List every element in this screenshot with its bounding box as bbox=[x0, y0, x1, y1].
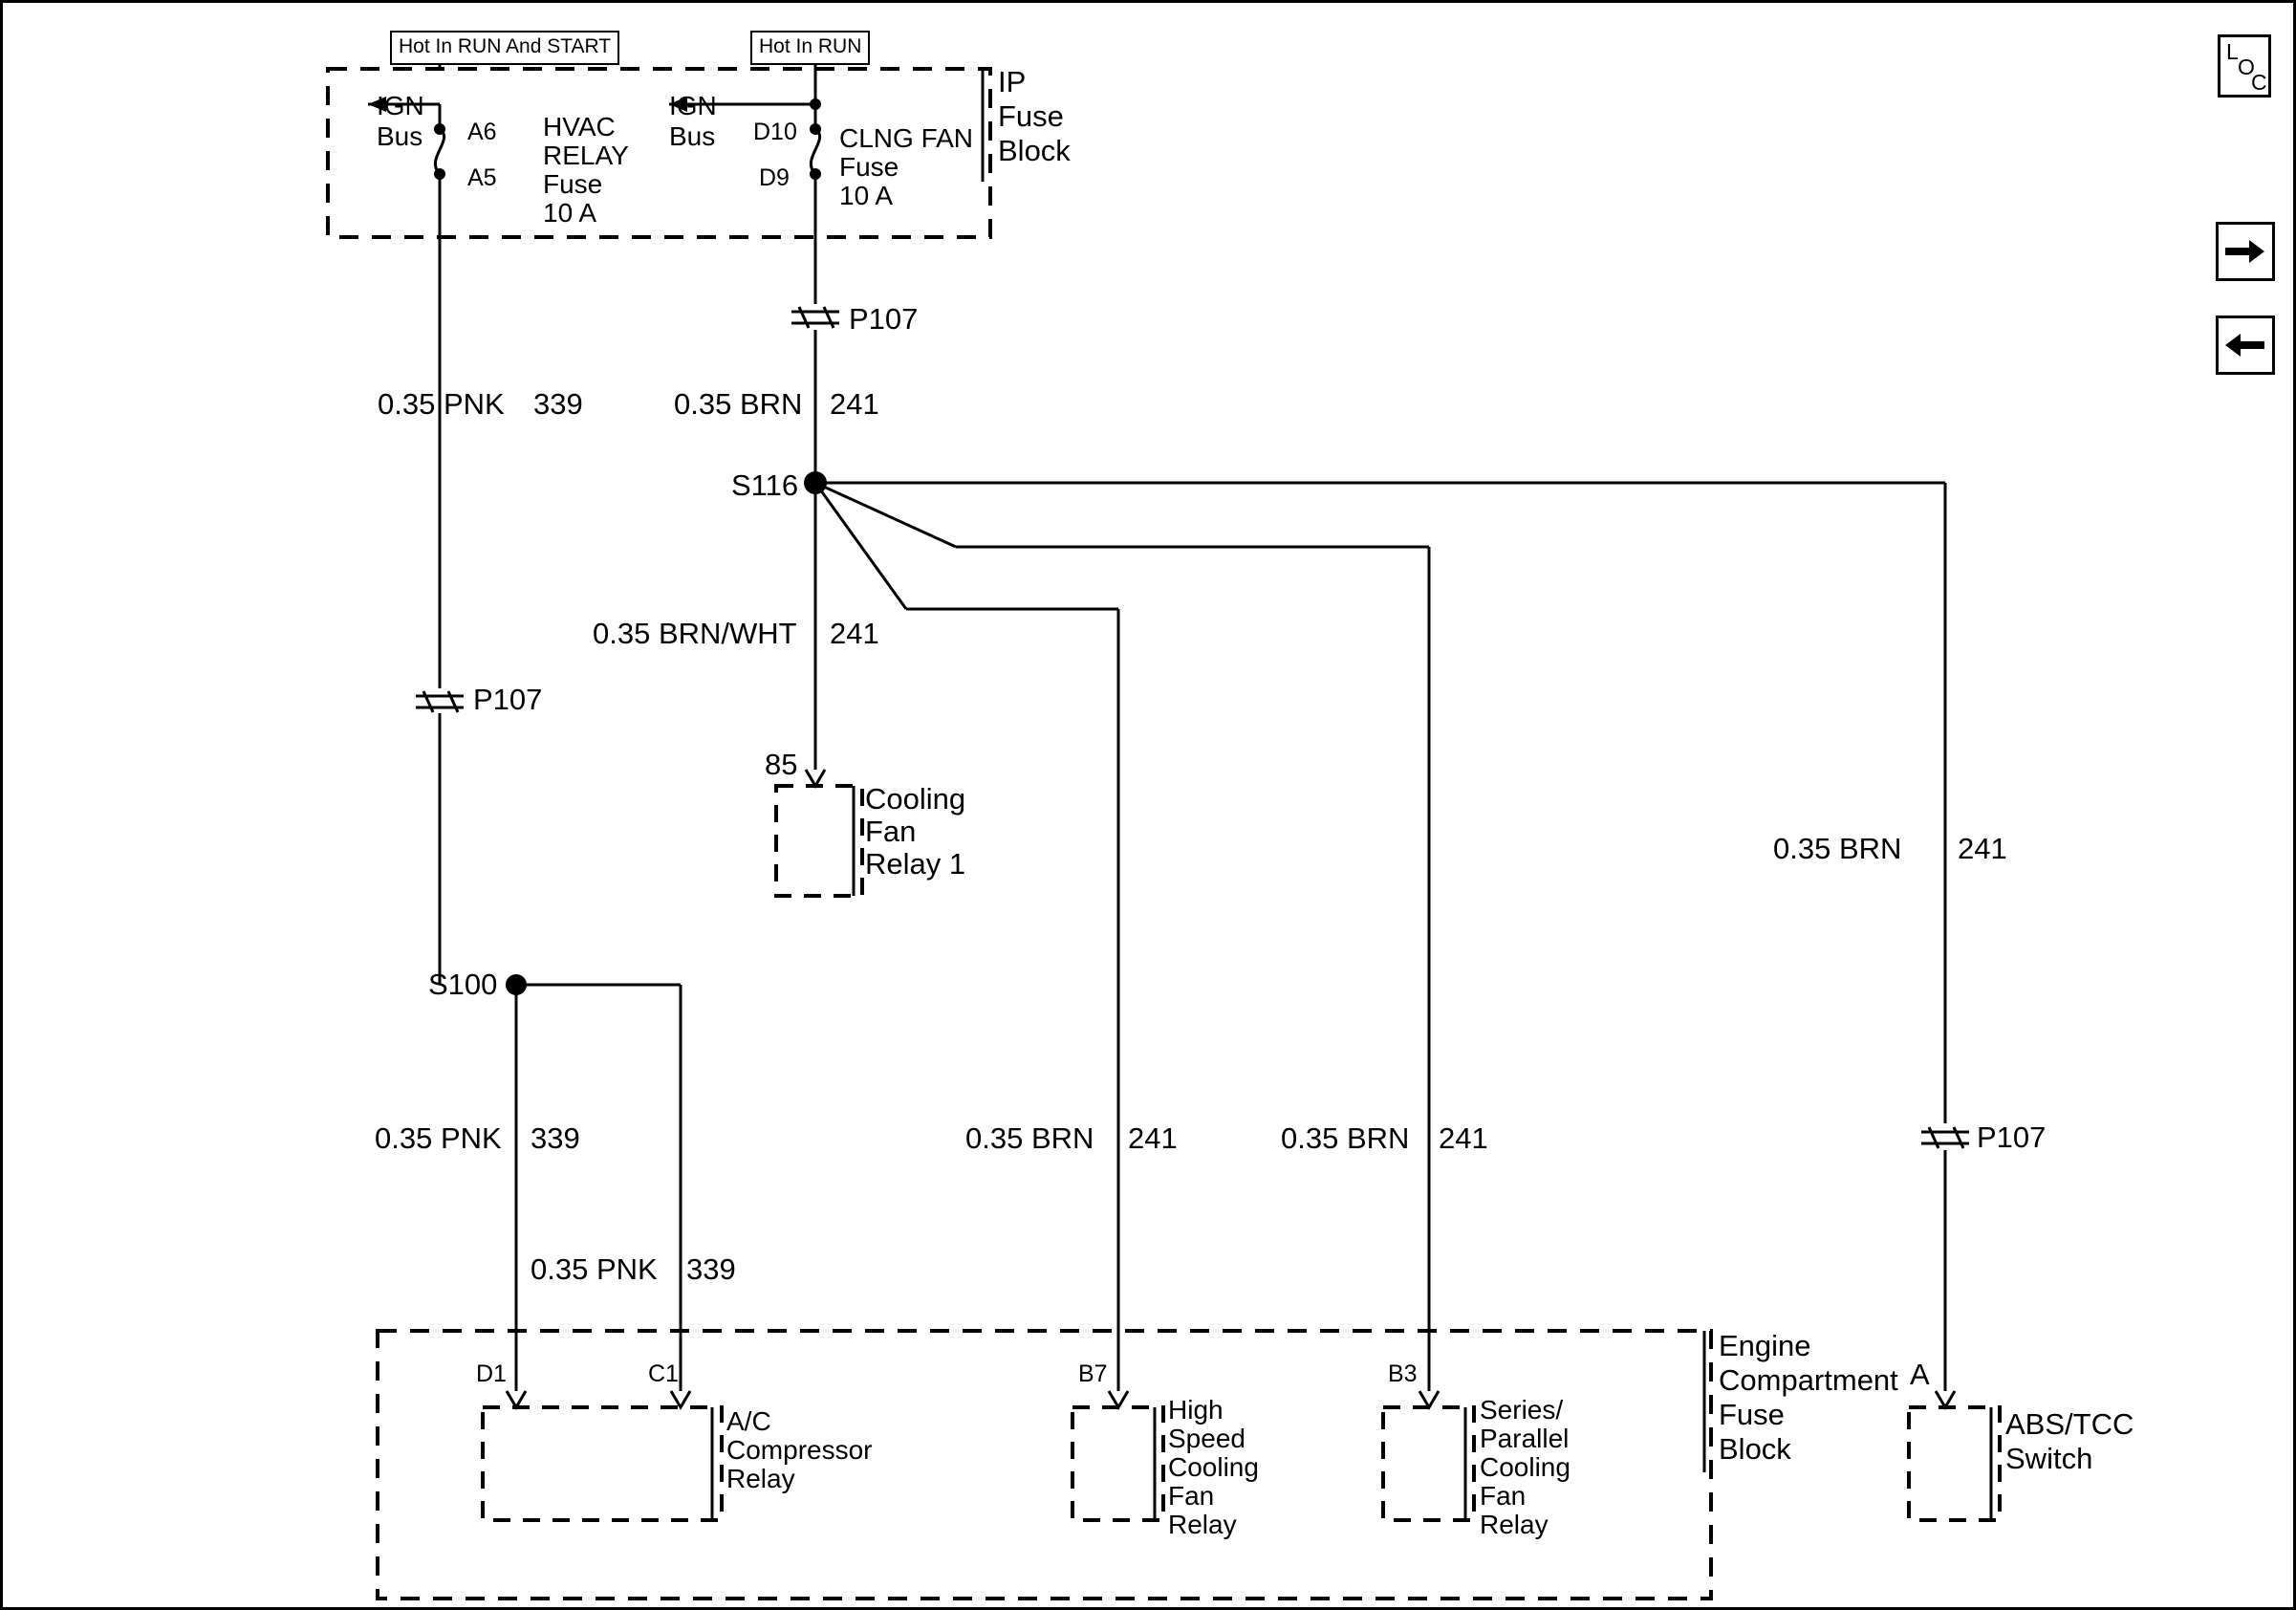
wire-pnk-339-upper-circuit: 339 bbox=[533, 387, 583, 421]
wire-brn-241-upper-spec: 0.35 BRN bbox=[674, 387, 803, 421]
wire-brn-241-b7-circuit: 241 bbox=[1128, 1121, 1178, 1155]
engine-compartment-fuse-block-line2: Compartment bbox=[1719, 1363, 1898, 1397]
loc-button[interactable] bbox=[2218, 34, 2271, 98]
wire-brn-241-right-circuit: 241 bbox=[1958, 832, 2007, 865]
abs-tcc-switch-line1: ABS/TCC bbox=[2005, 1407, 2134, 1441]
cooling-fan-relay-1-line3: Relay 1 bbox=[865, 847, 966, 881]
loc-button-o: O bbox=[2238, 54, 2255, 79]
high-speed-cooling-fan-relay-line2: Speed bbox=[1168, 1424, 1245, 1453]
pin-a5-label: A5 bbox=[467, 164, 497, 191]
loc-button-l: L bbox=[2226, 39, 2239, 64]
hvac-relay-fuse-line2: RELAY bbox=[543, 141, 629, 170]
clng-fan-fuse-line2: Fuse bbox=[839, 152, 899, 182]
s116-splice-label: S116 bbox=[731, 468, 799, 502]
hot-in-run-and-start-label: Hot In RUN And START bbox=[390, 31, 619, 65]
pin-b7-label: B7 bbox=[1078, 1360, 1108, 1387]
wire-brn-241-b3-spec: 0.35 BRN bbox=[1281, 1121, 1410, 1155]
high-speed-cooling-fan-relay-line4: Fan bbox=[1168, 1481, 1215, 1511]
ip-fuse-block-label-line3: Block bbox=[998, 134, 1071, 167]
clng-fan-fuse-line1: CLNG FAN bbox=[839, 123, 974, 153]
cooling-fan-relay-1-line1: Cooling bbox=[865, 782, 966, 816]
wire-pnk-339-lower2-spec: 0.35 PNK bbox=[531, 1252, 658, 1286]
left-ign-bus-line2: Bus bbox=[377, 121, 423, 151]
pin-d9-label: D9 bbox=[759, 164, 790, 191]
hvac-relay-fuse-line1: HVAC bbox=[543, 112, 616, 141]
ac-compressor-relay-line3: Relay bbox=[726, 1464, 795, 1493]
wire-pnk-339-lower-spec: 0.35 PNK bbox=[375, 1121, 502, 1155]
wire-brn-241-upper-circuit: 241 bbox=[830, 387, 879, 421]
loc-button-c: C bbox=[2251, 70, 2267, 95]
high-speed-cooling-fan-relay-line3: Cooling bbox=[1168, 1452, 1259, 1482]
series-parallel-cooling-fan-relay-line2: Parallel bbox=[1480, 1424, 1570, 1453]
cooling-fan-relay-1-pin: 85 bbox=[765, 748, 798, 781]
wire-brn-241-right-spec: 0.35 BRN bbox=[1773, 832, 1902, 865]
pin-b3-label: B3 bbox=[1388, 1360, 1418, 1387]
abs-tcc-switch-line2: Switch bbox=[2005, 1442, 2093, 1475]
previous-button[interactable] bbox=[2216, 315, 2275, 375]
wire-brnwht-241-circuit: 241 bbox=[830, 617, 879, 650]
next-button[interactable] bbox=[2216, 222, 2275, 281]
ac-compressor-relay-line1: A/C bbox=[726, 1406, 771, 1436]
wire-pnk-339-lower-circuit: 339 bbox=[531, 1121, 580, 1155]
engine-compartment-fuse-block-line4: Block bbox=[1719, 1432, 1791, 1466]
ip-fuse-block-label-line2: Fuse bbox=[998, 99, 1064, 133]
wire-brn-241-b3-circuit: 241 bbox=[1439, 1121, 1488, 1155]
wire-pnk-339-lower2-circuit: 339 bbox=[686, 1252, 736, 1286]
pin-a6-label: A6 bbox=[467, 119, 497, 145]
engine-compartment-fuse-block-line3: Fuse bbox=[1719, 1398, 1785, 1431]
wire-brnwht-241-spec: 0.35 BRN/WHT bbox=[593, 617, 797, 650]
p107-right-label: P107 bbox=[1977, 1120, 2047, 1154]
arrow-left-icon bbox=[2225, 331, 2265, 359]
p107-left-label: P107 bbox=[473, 683, 543, 716]
hvac-relay-fuse-line3: Fuse bbox=[543, 169, 603, 199]
hot-in-run-label: Hot In RUN bbox=[750, 31, 870, 65]
pin-d10-label: D10 bbox=[753, 119, 797, 145]
pin-c1-label: C1 bbox=[648, 1360, 679, 1387]
ac-compressor-relay-line2: Compressor bbox=[726, 1435, 873, 1465]
series-parallel-cooling-fan-relay-line1: Series/ bbox=[1480, 1395, 1564, 1425]
pin-d1-label: D1 bbox=[476, 1360, 507, 1387]
high-speed-cooling-fan-relay-line1: High bbox=[1168, 1395, 1224, 1425]
series-parallel-cooling-fan-relay-line3: Cooling bbox=[1480, 1452, 1570, 1482]
p107-top-label: P107 bbox=[849, 302, 919, 336]
wire-pnk-339-upper-spec: 0.35 PNK bbox=[378, 387, 505, 421]
high-speed-cooling-fan-relay-line5: Relay bbox=[1168, 1510, 1237, 1539]
ip-fuse-block-label-line1: IP bbox=[998, 65, 1027, 98]
engine-compartment-fuse-block-line1: Engine bbox=[1719, 1329, 1811, 1362]
clng-fan-fuse-rating: 10 A bbox=[839, 181, 894, 210]
right-ign-bus-line2: Bus bbox=[669, 121, 716, 151]
s100-splice-label: S100 bbox=[428, 968, 498, 1001]
arrow-right-icon bbox=[2225, 237, 2265, 266]
wire-brn-241-b7-spec: 0.35 BRN bbox=[965, 1121, 1094, 1155]
right-ign-bus-line1: IGN bbox=[669, 91, 717, 120]
series-parallel-cooling-fan-relay-line5: Relay bbox=[1480, 1510, 1549, 1539]
series-parallel-cooling-fan-relay-line4: Fan bbox=[1480, 1481, 1527, 1511]
left-ign-bus-line1: IGN bbox=[377, 91, 424, 120]
pin-a-label: A bbox=[1910, 1358, 1930, 1391]
hvac-relay-fuse-rating: 10 A bbox=[543, 198, 597, 228]
cooling-fan-relay-1-line2: Fan bbox=[865, 815, 917, 848]
